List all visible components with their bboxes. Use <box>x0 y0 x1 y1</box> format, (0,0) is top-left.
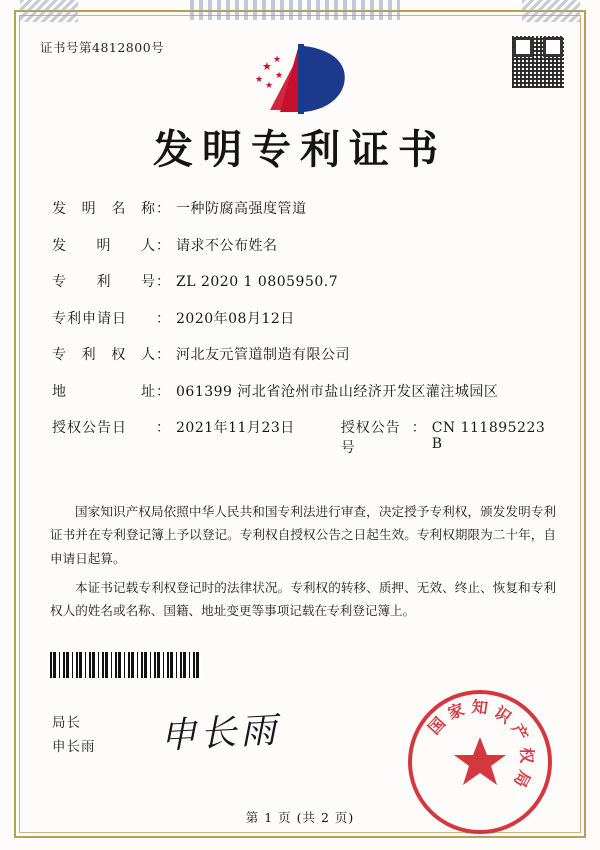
field-label: 发 明 人 <box>52 237 156 254</box>
corner-ornament-right <box>522 0 580 22</box>
field-label: 专 利 权 人 <box>52 347 156 363</box>
field-row-address <box>52 381 554 401</box>
field-row-patent-number <box>52 271 554 291</box>
qr-code-icon <box>512 36 564 88</box>
field-value-invention-name: 一种防腐高强度管道 <box>176 201 307 217</box>
svg-text:★: ★ <box>273 55 282 65</box>
corner-ornament-left <box>20 0 78 22</box>
field-label: 授权公告日 <box>52 420 127 436</box>
director-block <box>52 712 96 759</box>
field-colon: ： <box>411 420 426 436</box>
field-row-invention-name <box>52 198 554 218</box>
field-value-patentee: 河北友元管道制造有限公司 <box>176 347 350 363</box>
barcode-icon <box>50 652 202 678</box>
svg-text:★: ★ <box>262 60 272 73</box>
field-row-application-date <box>52 308 554 328</box>
field-colon: ： <box>156 237 170 254</box>
field-colon: ： <box>156 274 170 290</box>
field-row-grant-announcement <box>52 417 554 457</box>
field-row-patentee <box>52 344 554 364</box>
page-footer: 第 1 页 (共 2 页) <box>245 810 355 825</box>
svg-text:★: ★ <box>275 71 284 81</box>
certificate-number: 证书号第4812800号 <box>40 40 165 55</box>
legal-paragraph-1: 国家知识产权局依照中华人民共和国专利法进行审查，决定授予专利权，颁发发明专利证书并在专利登记簿上予以登记。专利权自授权公告之日起生效。专利权期限为二十年，自申请日起算。 <box>50 504 556 566</box>
field-colon: ： <box>156 201 170 217</box>
field-value-inventor: 请求不公布姓名 <box>176 237 278 254</box>
director-signature: 申长雨 <box>159 709 282 758</box>
field-value-application-date: 2020年08月12日 <box>176 310 295 327</box>
field-label-announcement-number: 授权公告号 <box>340 420 401 456</box>
field-label: 专 利 号 <box>52 274 156 290</box>
corner-ornament-top-center <box>190 0 400 20</box>
director-label: 局长 <box>52 715 81 731</box>
field-value-patent-number: ZL 2020 1 0805950.7 <box>176 274 339 290</box>
field-colon: ： <box>156 347 170 363</box>
field-label: 地 址 <box>52 383 156 400</box>
field-colon: ： <box>156 310 170 327</box>
field-colon: ： <box>156 420 170 436</box>
svg-text:国家知识产权局: 国家知识产权局 <box>424 696 537 796</box>
cnipa-logo-icon <box>240 40 360 118</box>
certificate-fields <box>52 198 554 474</box>
legal-paragraph-2: 本证书记载专利权登记时的法律状况。专利权的转移、质押、无效、终止、恢复和专利权人的姓名或名称、国籍、地址变更等事项记载在专利登记簿上。 <box>50 579 556 619</box>
field-value-grant-date: 2021年11月23日 <box>176 420 295 436</box>
field-label: 专利申请日 <box>52 310 127 327</box>
field-value-address: 061399 河北省沧州市盐山经济开发区灌注城园区 <box>176 383 499 400</box>
page-title: 发明专利证书 <box>153 126 447 173</box>
svg-text:★: ★ <box>255 75 264 85</box>
legal-text-block <box>50 500 556 628</box>
field-value-announcement-number: CN 111895223 B <box>431 420 546 452</box>
field-label: 发 明 名 称 <box>52 201 156 217</box>
field-row-inventor <box>52 235 554 255</box>
svg-text:★: ★ <box>265 81 274 91</box>
director-name: 申长雨 <box>52 738 96 755</box>
field-colon: ： <box>156 383 170 400</box>
